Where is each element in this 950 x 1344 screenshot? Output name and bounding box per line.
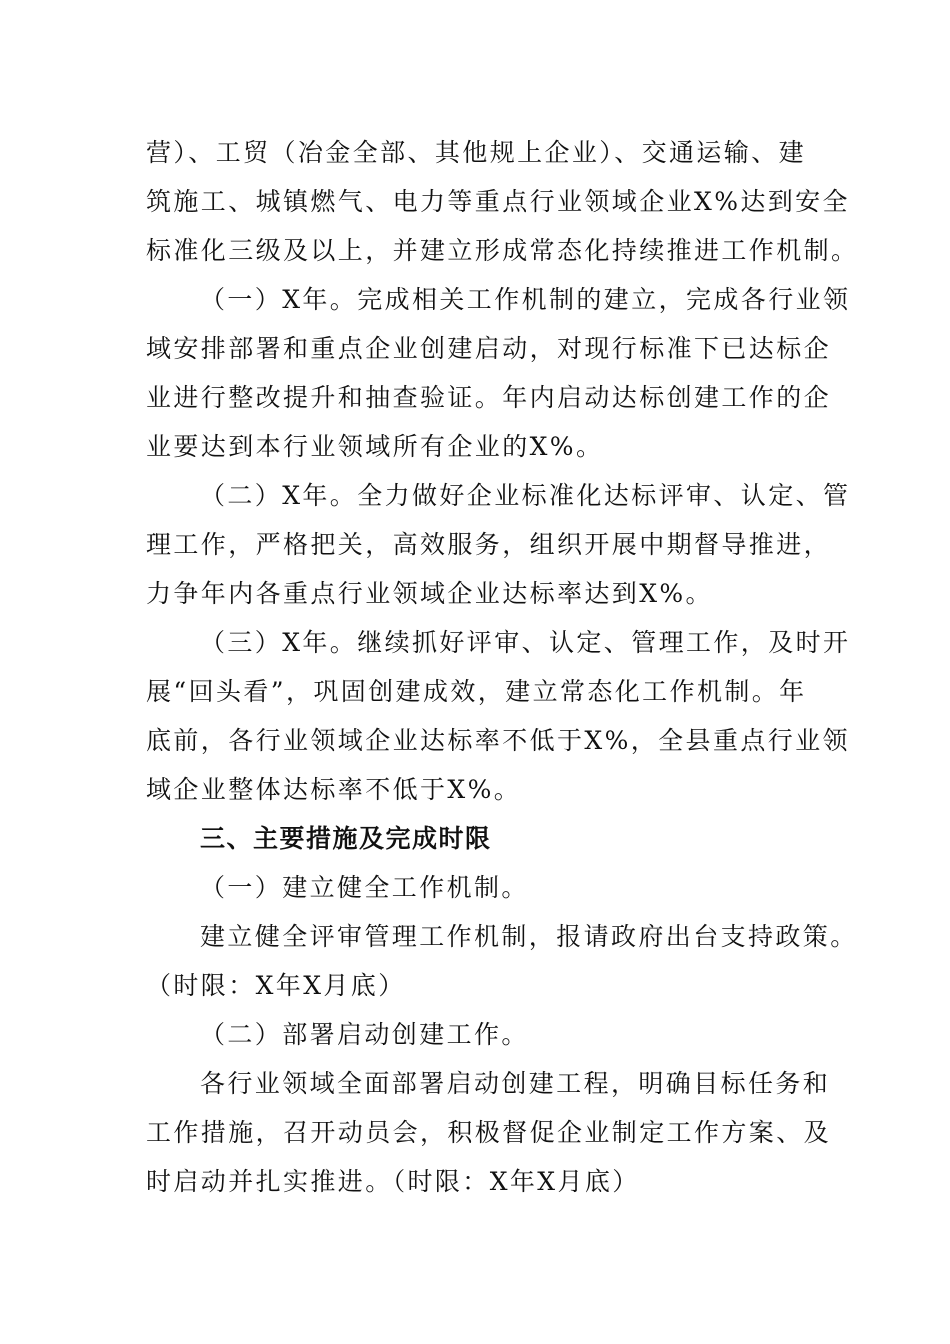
paragraph-line: 域安排部署和重点企业创建启动，对现行标准下已达标企 — [146, 334, 832, 363]
paragraph-line: （时限：X年X月底） — [146, 971, 406, 1000]
paragraph-line: 展“回头看”，巩固创建成效，建立常态化工作机制。年 — [146, 677, 807, 706]
paragraph-line: 工作措施，召开动员会，积极督促企业制定工作方案、及 — [146, 1118, 832, 1147]
paragraph-line: （三）X年。继续抓好评审、认定、管理工作，及时开 — [200, 628, 851, 657]
paragraph-line: 建立健全评审管理工作机制，报请政府出台支持政策。 — [200, 922, 858, 951]
paragraph-line: 筑施工、城镇燃气、电力等重点行业领域企业X%达到安全 — [146, 187, 850, 216]
paragraph-line: 各行业领域全面部署启动创建工程，明确目标任务和 — [200, 1069, 831, 1098]
paragraph-line: 域企业整体达标率不低于X%。 — [146, 775, 522, 804]
paragraph-line: 底前，各行业领域企业达标率不低于X%，全县重点行业领 — [146, 726, 850, 755]
paragraph-line: 力争年内各重点行业领域企业达标率达到X%。 — [146, 579, 713, 608]
subsection-heading: （二）部署启动创建工作。 — [200, 1020, 529, 1049]
subsection-heading: （一）建立健全工作机制。 — [200, 873, 529, 902]
paragraph-line: 时启动并扎实推进。（时限：X年X月底） — [146, 1167, 640, 1196]
paragraph-line: 标准化三级及以上，并建立形成常态化持续推进工作机制。 — [146, 236, 859, 265]
paragraph-line: 理工作，严格把关，高效服务，组织开展中期督导推进， — [146, 530, 832, 559]
paragraph-line: 业要达到本行业领域所有企业的X%。 — [146, 432, 604, 461]
paragraph-line: 营）、工贸（冶金全部、其他规上企业）、交通运输、建 — [146, 138, 807, 167]
document-body — [146, 128, 859, 1206]
paragraph-line: 业进行整改提升和抽查验证。年内启动达标创建工作的企 — [146, 383, 832, 412]
paragraph-line: （一）X年。完成相关工作机制的建立，完成各行业领 — [200, 285, 851, 314]
paragraph-line: （二）X年。全力做好企业标准化达标评审、认定、管 — [200, 481, 851, 510]
section-heading: 三、主要措施及完成时限 — [200, 824, 492, 853]
